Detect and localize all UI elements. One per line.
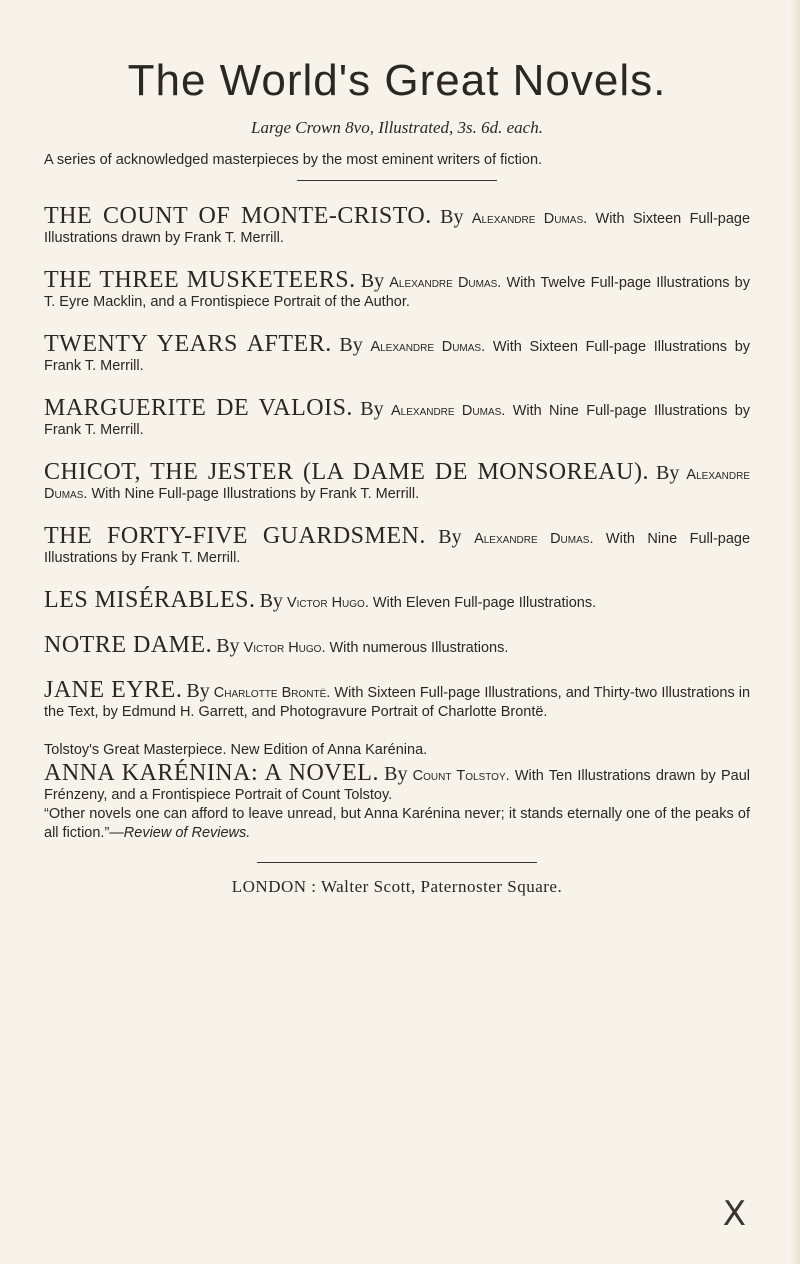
by-label: By xyxy=(438,526,462,548)
by-label: By xyxy=(216,635,240,657)
book-title: THE FORTY-FIVE GUARDSMEN. xyxy=(44,523,426,549)
book-entry xyxy=(44,267,750,312)
book-title: TWENTY YEARS AFTER. xyxy=(44,331,332,357)
book-entry xyxy=(44,523,750,568)
by-label: By xyxy=(186,680,210,702)
book-title: LES MISÉRABLES. xyxy=(44,587,256,613)
book-author: Alexandre Dumas. xyxy=(391,403,506,419)
by-label: By xyxy=(656,462,680,484)
cross-mark: X xyxy=(722,1194,746,1234)
book-entry xyxy=(44,331,750,376)
book-author: Charlotte Brontë. xyxy=(213,685,331,701)
by-label: By xyxy=(440,206,464,228)
advertisement-page xyxy=(44,56,750,897)
book-entry xyxy=(44,587,750,613)
review-quote xyxy=(44,805,750,843)
book-author: Count Tolstoy. xyxy=(412,768,510,784)
by-label: By xyxy=(339,334,363,356)
format-price-line: Large Crown 8vo, Illustrated, 3s. 6d. each. xyxy=(251,118,543,137)
book-title: ANNA KARÉNINA: A NOVEL. xyxy=(44,760,379,786)
by-label: By xyxy=(259,590,283,612)
book-description: With Eleven Full-page Illustrations. xyxy=(372,595,597,611)
by-label: By xyxy=(360,270,385,292)
book-title: THE THREE MUSKETEERS. xyxy=(44,267,356,293)
book-author: Alexandre Dumas. xyxy=(44,467,750,502)
book-description: With Ten Illustrations drawn by Paul Frénzeny, and a Frontispiece Portrait of Count Tolstoy. xyxy=(44,768,751,803)
page-edge-shading xyxy=(790,0,800,1264)
book-description: With Nine Full-page Illustrations by Frank T. Merrill. xyxy=(91,486,420,502)
book-description: With Sixteen Full-page Illustrations by Frank T. Merrill. xyxy=(44,339,751,374)
quote-text: “Other novels one can afford to leave unread, but Anna Karénina never; it stands eternally one of the peaks of all fiction.”— xyxy=(44,806,750,841)
book-title: JANE EYRE. xyxy=(44,677,183,703)
book-title: NOTRE DAME. xyxy=(44,632,213,658)
book-title: MARGUERITE DE VALOIS. xyxy=(44,395,353,421)
series-intro: A series of acknowledged masterpieces by the most eminent writers of fiction. xyxy=(44,152,543,168)
book-author: Alexandre Dumas. xyxy=(389,275,502,291)
book-author: Alexandre Dumas. xyxy=(471,211,588,227)
book-author: Victor Hugo. xyxy=(243,640,326,656)
book-author: Victor Hugo. xyxy=(286,595,369,611)
book-title: CHICOT, THE JESTER (LA DAME DE MONSOREAU). xyxy=(44,459,649,485)
tolstoy-note: Tolstoy's Great Masterpiece. New Edition of Anna Karénina. xyxy=(44,742,428,758)
book-description: With numerous Illustrations. xyxy=(329,640,509,656)
book-author: Alexandre Dumas. xyxy=(474,531,594,547)
book-entry xyxy=(44,203,750,248)
divider xyxy=(297,180,497,181)
book-title: THE COUNT OF MONTE-CRISTO. xyxy=(44,203,432,229)
page-title: The World's Great Novels. xyxy=(127,56,667,105)
book-entry xyxy=(44,632,750,658)
book-description: With Nine Full-page Illustrations by Frank T. Merrill. xyxy=(44,403,751,438)
book-entry xyxy=(44,459,750,504)
book-entry xyxy=(44,677,750,722)
quote-source: Review of Reviews. xyxy=(123,825,251,841)
tolstoy-section xyxy=(44,741,750,843)
book-list xyxy=(44,203,750,722)
by-label: By xyxy=(360,398,384,420)
book-description: With Sixteen Full-page Illustrations, and Thirty-two Illustrations in the Text, by Edmund H. Garrett, and Photogravure Portrait of Charlotte Brontë. xyxy=(44,685,751,720)
publisher-imprint: LONDON : Walter Scott, Paternoster Square. xyxy=(231,877,563,896)
footer-divider xyxy=(257,862,537,863)
book-description: With Nine Full-page Illustrations by Frank T. Merrill. xyxy=(44,531,751,566)
by-label: By xyxy=(384,763,408,785)
book-description: With Twelve Full-page Illustrations by T. Eyre Macklin, and a Frontispiece Portrait of the Author. xyxy=(44,275,750,310)
book-author: Alexandre Dumas. xyxy=(370,339,486,355)
book-entry xyxy=(44,395,750,440)
book-description: With Sixteen Full-page Illustrations drawn by Frank T. Merrill. xyxy=(44,211,751,246)
